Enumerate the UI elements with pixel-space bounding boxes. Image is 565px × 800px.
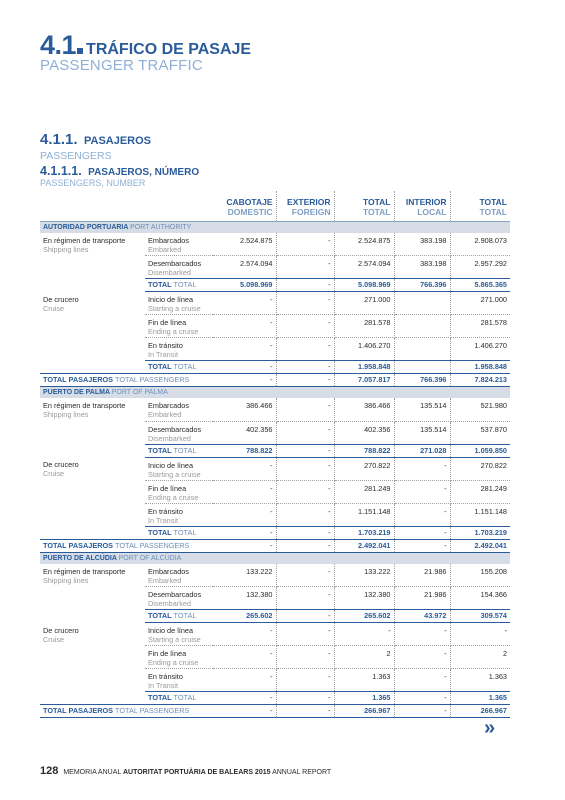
grand-total-cell: - — [213, 539, 276, 552]
table-cell: 383.198 — [394, 233, 450, 256]
table-cell: - — [276, 564, 334, 587]
table-row — [40, 398, 510, 421]
section-row — [40, 387, 510, 399]
table-cell: 1.406.270 — [450, 338, 510, 361]
page-number: 128 — [40, 765, 59, 777]
table-row — [40, 292, 510, 315]
table-row — [40, 623, 510, 646]
table-cell: 133.222 — [213, 564, 276, 587]
table-cell: - — [276, 623, 334, 646]
chapter-number: 4.1 — [40, 30, 77, 60]
grand-total-cell: 266.967 — [334, 705, 394, 718]
table-cell — [394, 315, 450, 338]
grand-total-cell: 2.492.041 — [450, 539, 510, 552]
table-cell: 270.822 — [450, 457, 510, 480]
table-cell: 2.957.292 — [450, 256, 510, 279]
table-cell: - — [276, 646, 334, 669]
table-cell: 270.822 — [334, 457, 394, 480]
section-number: 4.1.1. — [40, 131, 78, 148]
column-header: TOTAL TOTAL — [334, 191, 394, 221]
subtotal-cell — [394, 361, 450, 374]
subtotal-label: TOTAL TOTAL — [145, 279, 213, 292]
grand-total-cell: - — [213, 705, 276, 718]
column-header: EXTERIOR FOREIGN — [276, 191, 334, 221]
section-row — [40, 221, 510, 233]
subtotal-label: TOTAL TOTAL — [145, 692, 213, 705]
table-cell: 155.208 — [450, 564, 510, 587]
subtotal-cell: - — [276, 444, 334, 457]
table-cell: 1.406.270 — [334, 338, 394, 361]
subtotal-label: TOTAL TOTAL — [145, 526, 213, 539]
table-cell: 281.578 — [334, 315, 394, 338]
table-cell: 21.986 — [394, 587, 450, 610]
column-header: CABOTAJE DOMESTIC — [213, 191, 276, 221]
table-cell: - — [394, 480, 450, 503]
section-name: PUERTO DE ALCÚDIA — [43, 554, 117, 562]
table-row — [40, 233, 510, 256]
table-cell: 135.514 — [394, 398, 450, 421]
table-cell — [394, 338, 450, 361]
table-cell: - — [276, 421, 334, 444]
table-cell: 402.356 — [213, 421, 276, 444]
section-name: AUTORIDAD PORTUARIA — [43, 223, 129, 231]
table-cell: - — [394, 669, 450, 692]
page-footer — [40, 765, 331, 777]
table-cell: 386.466 — [334, 398, 394, 421]
table-cell: 2.574.094 — [334, 256, 394, 279]
table-cell: - — [213, 292, 276, 315]
footer-tail: ANNUAL REPORT — [272, 769, 332, 776]
table-cell: - — [213, 623, 276, 646]
subtotal-cell: - — [394, 692, 450, 705]
column-header: INTERIOR LOCAL — [394, 191, 450, 221]
chapter-title: TRÁFICO DE PASAJE — [86, 41, 252, 58]
table-row — [40, 457, 510, 480]
subtotal-cell: - — [276, 279, 334, 292]
subsection-subtitle: PASSENGERS, NUMBER — [40, 178, 146, 188]
table-cell: 2.574.094 — [213, 256, 276, 279]
grand-total-cell: 7.057.817 — [334, 374, 394, 387]
row-label: En tránsito In Transit — [145, 669, 213, 692]
table-cell: - — [394, 623, 450, 646]
row-label: Embarcados Embarked — [145, 233, 213, 256]
group-label: En régimen de transporte Shipping lines — [43, 566, 126, 585]
table-cell: - — [394, 503, 450, 526]
subtotal-cell: 1.365 — [334, 692, 394, 705]
row-label: Embarcados Embarked — [145, 564, 213, 587]
table-cell: 281.249 — [334, 480, 394, 503]
group-label: De crucero Cruise — [43, 294, 79, 313]
table-cell: 521.980 — [450, 398, 510, 421]
row-label: Inicio de línea Starting a cruise — [145, 623, 213, 646]
grand-total-cell: 2.492.041 — [334, 539, 394, 552]
subtotal-cell: 766.396 — [394, 279, 450, 292]
table-cell: - — [276, 256, 334, 279]
subtotal-row — [40, 692, 510, 705]
subtotal-label: TOTAL TOTAL — [145, 444, 213, 457]
subtotal-cell: - — [213, 361, 276, 374]
subtotal-cell: 1.703.219 — [334, 526, 394, 539]
table-cell: 2.524.875 — [213, 233, 276, 256]
table-cell: 402.356 — [334, 421, 394, 444]
chapter-subtitle: PASSENGER TRAFFIC — [40, 57, 203, 74]
section-subtitle: PASSENGERS — [40, 150, 112, 162]
subtotal-cell: 1.958.848 — [450, 361, 510, 374]
group-label: En régimen de transporte Shipping lines — [43, 401, 126, 419]
table-cell: 2.908.073 — [450, 233, 510, 256]
row-label: Fin de línea Ending a cruise — [145, 315, 213, 338]
row-label: Fin de línea Ending a cruise — [145, 480, 213, 503]
section-row — [40, 552, 510, 564]
subtotal-cell: - — [213, 526, 276, 539]
table-cell: - — [213, 457, 276, 480]
subtotal-cell: - — [394, 526, 450, 539]
row-label: Desembarcados Disembarked — [145, 587, 213, 610]
section-name-en: PORT OF PALMA — [111, 389, 168, 396]
table-cell: 271.000 — [450, 292, 510, 315]
row-label: En tránsito In Transit — [145, 338, 213, 361]
section-name-en: PORT AUTHORITY — [130, 223, 192, 231]
subtotal-cell: - — [276, 361, 334, 374]
table-cell: - — [276, 233, 334, 256]
table-cell: - — [276, 480, 334, 503]
table-header — [40, 191, 510, 221]
table-cell: 135.514 — [394, 421, 450, 444]
subtotal-row — [40, 444, 510, 457]
subsection-title: PASAJEROS, NÚMERO — [88, 167, 200, 178]
row-label: Inicio de línea Starting a cruise — [145, 292, 213, 315]
table-cell: 537.870 — [450, 421, 510, 444]
double-chevron-right-icon[interactable]: » — [484, 717, 496, 739]
group-label: En régimen de transporte Shipping lines — [43, 235, 126, 254]
chapter-dot — [77, 48, 83, 54]
subtotal-cell: 265.602 — [334, 610, 394, 623]
subtotal-cell: 43.972 — [394, 610, 450, 623]
subtotal-cell: 1.703.219 — [450, 526, 510, 539]
subsection-number: 4.1.1.1. — [40, 164, 82, 178]
subtotal-row — [40, 526, 510, 539]
section-name: PUERTO DE PALMA — [43, 389, 110, 396]
grand-total-cell: 7.824.213 — [450, 374, 510, 387]
footer-org: AUTORITAT PORTUÀRIA DE BALEARS 2015 — [122, 769, 271, 776]
subtotal-cell: 788.822 — [213, 444, 276, 457]
grand-total-row — [40, 705, 510, 718]
table-cell: 132.380 — [334, 587, 394, 610]
table-cell: 281.578 — [450, 315, 510, 338]
table-cell: 133.222 — [334, 564, 394, 587]
subtotal-cell: 1.059.850 — [450, 444, 510, 457]
row-label: En tránsito In Transit — [145, 503, 213, 526]
subtotal-cell: 309.574 — [450, 610, 510, 623]
table-cell: - — [213, 480, 276, 503]
table-cell: 271.000 — [334, 292, 394, 315]
passenger-table — [40, 191, 510, 718]
subtotal-cell: 5.865.365 — [450, 279, 510, 292]
subtotal-cell: - — [276, 610, 334, 623]
row-label: Inicio de línea Starting a cruise — [145, 457, 213, 480]
grand-total-label: TOTAL PASAJEROS TOTAL PASSENGERS — [40, 539, 213, 552]
table-cell: 1.363 — [334, 669, 394, 692]
table-row — [40, 564, 510, 587]
table-cell: 1.363 — [450, 669, 510, 692]
table-cell: - — [394, 457, 450, 480]
grand-total-row — [40, 374, 510, 387]
subtotal-label: TOTAL TOTAL — [145, 361, 213, 374]
grand-total-cell: 266.967 — [450, 705, 510, 718]
group-label: De crucero Cruise — [43, 625, 79, 644]
table-cell: 21.986 — [394, 564, 450, 587]
table-cell: 1.151.148 — [450, 503, 510, 526]
table-cell: - — [450, 623, 510, 646]
subtotal-cell: 1.958.848 — [334, 361, 394, 374]
table-cell: 2 — [450, 646, 510, 669]
row-label: Desembarcados Disembarked — [145, 256, 213, 279]
table-cell: - — [276, 398, 334, 421]
subtotal-cell: - — [213, 692, 276, 705]
table-cell: 1.151.148 — [334, 503, 394, 526]
grand-total-cell: - — [213, 374, 276, 387]
section-heading — [40, 131, 151, 149]
subtotal-cell: 5.098.969 — [213, 279, 276, 292]
grand-total-row — [40, 539, 510, 552]
subtotal-cell: 788.822 — [334, 444, 394, 457]
table-cell: 2 — [334, 646, 394, 669]
row-label: Fin de línea Ending a cruise — [145, 646, 213, 669]
subtotal-label: TOTAL TOTAL — [145, 610, 213, 623]
grand-total-cell: 766.396 — [394, 374, 450, 387]
row-label: Embarcados Embarked — [145, 398, 213, 421]
section-name-en: PORT OF ALCÚDIA — [118, 554, 182, 562]
table-cell: - — [276, 292, 334, 315]
table-cell: - — [394, 646, 450, 669]
grand-total-cell: - — [276, 374, 334, 387]
subtotal-cell: 265.602 — [213, 610, 276, 623]
table-cell: - — [276, 587, 334, 610]
grand-total-cell: - — [394, 539, 450, 552]
table-cell: - — [276, 338, 334, 361]
table-cell: - — [334, 623, 394, 646]
subtotal-cell: - — [276, 526, 334, 539]
table-cell: 386.466 — [213, 398, 276, 421]
grand-total-cell: - — [276, 539, 334, 552]
table-cell: - — [276, 457, 334, 480]
section-title: PASAJEROS — [83, 135, 152, 147]
subtotal-cell: 1.365 — [450, 692, 510, 705]
grand-total-label: TOTAL PASAJEROS TOTAL PASSENGERS — [40, 374, 213, 387]
table-cell: - — [276, 503, 334, 526]
table-cell: 281.249 — [450, 480, 510, 503]
subtotal-row — [40, 610, 510, 623]
table-cell: 383.198 — [394, 256, 450, 279]
table-cell: - — [213, 338, 276, 361]
table-cell — [394, 292, 450, 315]
subtotal-cell: 271.028 — [394, 444, 450, 457]
grand-total-cell: - — [394, 705, 450, 718]
subtotal-row — [40, 279, 510, 292]
table-cell: - — [213, 669, 276, 692]
subtotal-row — [40, 361, 510, 374]
group-label: De crucero Cruise — [43, 460, 79, 478]
table-cell: - — [276, 669, 334, 692]
grand-total-cell: - — [276, 705, 334, 718]
grand-total-label: TOTAL PASAJEROS TOTAL PASSENGERS — [40, 705, 213, 718]
table-cell: - — [213, 503, 276, 526]
column-header: TOTAL TOTAL — [479, 197, 507, 217]
footer-text: MEMORIA ANUAL — [63, 769, 122, 776]
subtotal-cell: 5.098.969 — [334, 279, 394, 292]
row-label: Desembarcados Disembarked — [145, 421, 213, 444]
table-cell: 132.380 — [213, 587, 276, 610]
table-cell: 154.366 — [450, 587, 510, 610]
table-cell: - — [213, 646, 276, 669]
table-cell: - — [213, 315, 276, 338]
table-cell: - — [276, 315, 334, 338]
subtotal-cell: - — [276, 692, 334, 705]
table-cell: 2.524.875 — [334, 233, 394, 256]
